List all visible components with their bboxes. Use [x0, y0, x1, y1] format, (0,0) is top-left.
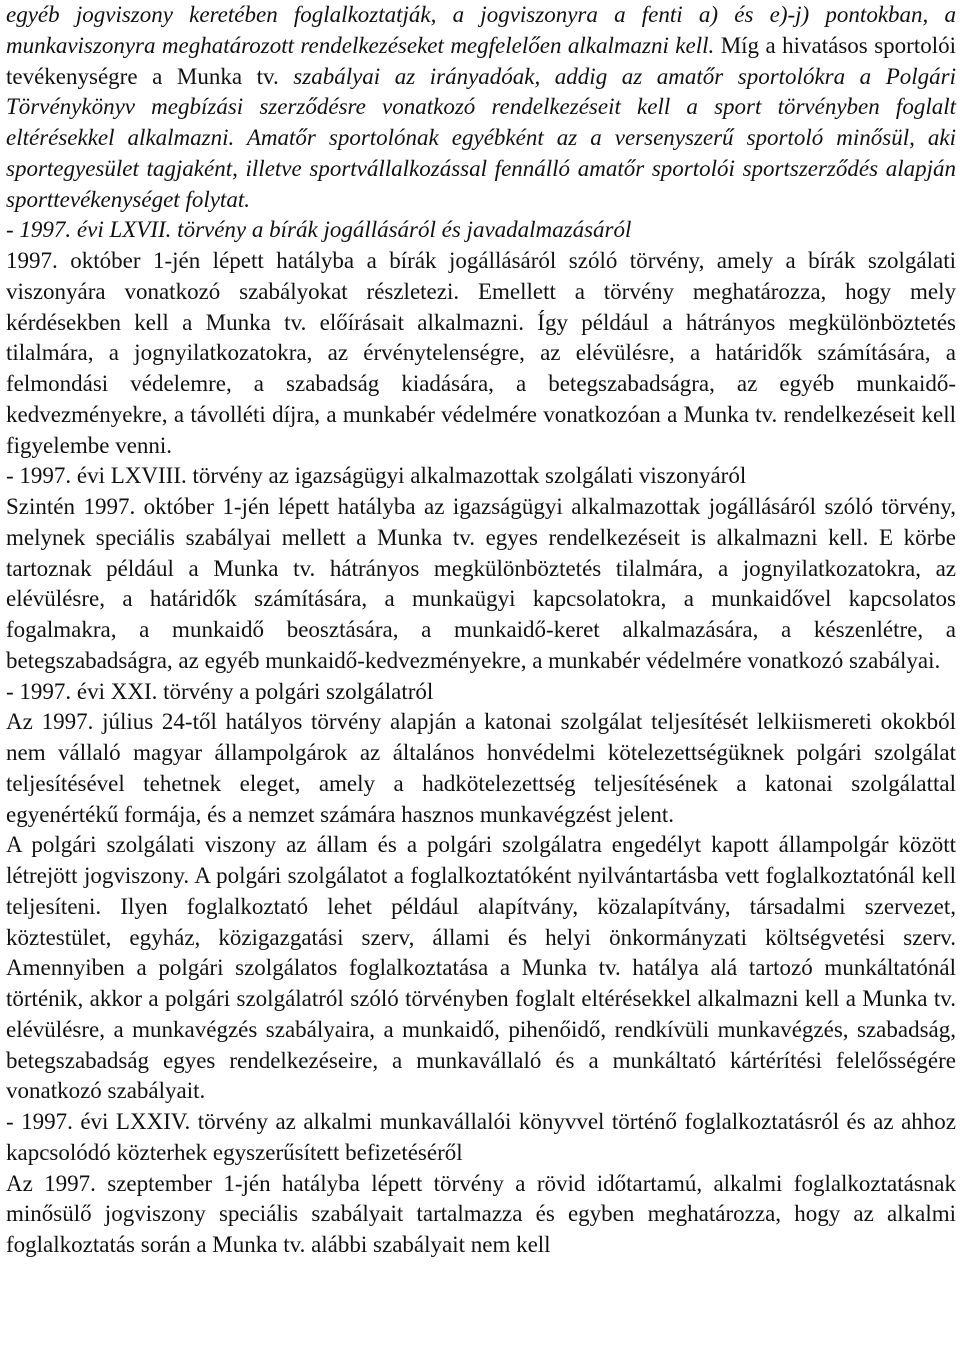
- paragraph-civil-service-relationship: A polgári szolgálati viszony az állam és a polgári szolgálatra engedélyt kapott állampolgár között létrejött jogviszony. A polgári szolgálatot a foglalkoztatóként nyilvántartásba vett foglalkoztatónál kell teljesíteni. Ilyen foglalkoztató lehet például alapítvány, közalapítvány, társadalmi szervezet, köztestület, egyház, közigazgatási szerv, állami és helyi önkormányzati költségvetési szerv. Amennyiben a polgári szolgálatos foglalkoztatása a Munka tv. hatálya alá tartozó munkáltatónál történik, akkor a polgári szolgálatról szóló törvényben foglalt eltérésekkel alkalmazni kell a Munka tv. elévülésre, a munkavégzés szabályaira, a munkaidő, pihenőidő, rendkívüli munkavégzés, szabadság, betegszabadság egyes rendelkezéseire, a munkavállaló és a munkáltató kártérítési felelősségére vonatkozó szabályait.: [6, 832, 956, 1104]
- paragraph-sport-law-italic-end: szabályai az irányadóak, addig az amatőr sportolókra a Polgári Törvénykönyv megbízási szerződésre vonatkozó rendelkezéseit kell a sport törvényben foglalt eltérésekkel alkalmazni. Amatőr sportolónak egyébként az a versenyszerű sportoló minősül, aki sportegyesület tagjaként, illetve sportvállalkozással fennálló amatőr sportolói sportszerződés alapján sporttevékenységet folytat.: [6, 63, 956, 212]
- document-page: [6, 0, 956, 1261]
- paragraph-casual-work-law: Az 1997. szeptember 1-jén hatályba lépett törvény a rövid időtartamú, alkalmi foglalkoztatásnak minősülő jogviszony speciális szabályait tartalmazza és egyben meghatározza, hogy az alkalmi foglalkoztatás során a Munka tv. alábbi szabályait nem kell: [6, 1170, 956, 1257]
- paragraph-court-employees-law: Szintén 1997. október 1-jén lépett hatályba az igazságügyi alkalmazottak jogállásáról szóló törvény, melynek speciális szabályai mellett a Munka tv. egyes rendelkezéseit is alkalmazni kell. E körbe tartoznak például a Munka tv. hátrányos megkülönböztetés tilalmára, a jognyilatkozatokra, az elévülésre, a határidők számítására, a munkaügyi kapcsolatokra, a munkaidővel kapcsolatos fogalmakra, a munkaidő beosztására, a munkaidő-keret alkalmazására, a készenlétre, a betegszabadságra, az egyéb munkaidő-kedvezményekre, a munkabér védelmére vonatkozó szabályai.: [6, 494, 956, 673]
- heading-court-employees-law: - 1997. évi LXVIII. törvény az igazságügyi alkalmazottak szolgálati viszonyáról: [6, 463, 747, 489]
- heading-civil-service-law: - 1997. évi XXI. törvény a polgári szolgálatról: [6, 678, 434, 704]
- paragraph-sport-law-normal: Míg a hivatásos sportolói tevékenységre a Munka tv.: [6, 32, 956, 89]
- paragraph-civil-service-intro: Az 1997. július 24-től hatályos törvény alapján a katonai szolgálat teljesítését lelkiismereti okokból nem vállaló magyar állampolgárok az általános honvédelmi kötelezettségüknek polgári szolgálat teljesítésével tehetnek eleget, amely a hadkötelezettség teljesítésének a katonai szolgálattal egyenértékű formája, és a nemzet számára hasznos munkavégzést jelent.: [6, 709, 956, 827]
- paragraph-judges-law: 1997. október 1-jén lépett hatályba a bírák jogállásáról szóló törvény, amely a bírák szolgálati viszonyára vonatkozó szabályokat részletezi. Emellett a törvény meghatározza, hogy mely kérdésekben kell a Munka tv. előírásait alkalmazni. Így például a hátrányos megkülönböztetés tilalmára, a jognyilatkozatokra, az érvénytelenségre, az elévülésre, a határidők számítására, a felmondási védelemre, a szabadság kiadására, a betegszabadságra, az egyéb munkaidő-kedvezményekre, a távolléti díjra, a munkabér védelmére vonatkozóan a Munka tv. rendelkezéseit kell figyelembe venni.: [6, 248, 956, 458]
- heading-casual-work-law: - 1997. évi LXXIV. törvény az alkalmi munkavállalói könyvvel történő foglalkoztatásról és az ahhoz kapcsolódó közterhek egyszerűsített befizetéséről: [6, 1109, 956, 1165]
- heading-judges-law: - 1997. évi LXVII. törvény a bírák jogállásáról és javadalmazásáról: [6, 217, 632, 243]
- paragraph-sport-law: [6, 0, 956, 215]
- paragraph-sport-law-italic-start: egyéb jogviszony keretében foglalkoztatják, a jogviszonyra a fenti a) és e)-j) pontokban, a munkaviszonyra meghatározott rendelkezéseket megfelelően alkalmazni kell.: [6, 2, 956, 58]
